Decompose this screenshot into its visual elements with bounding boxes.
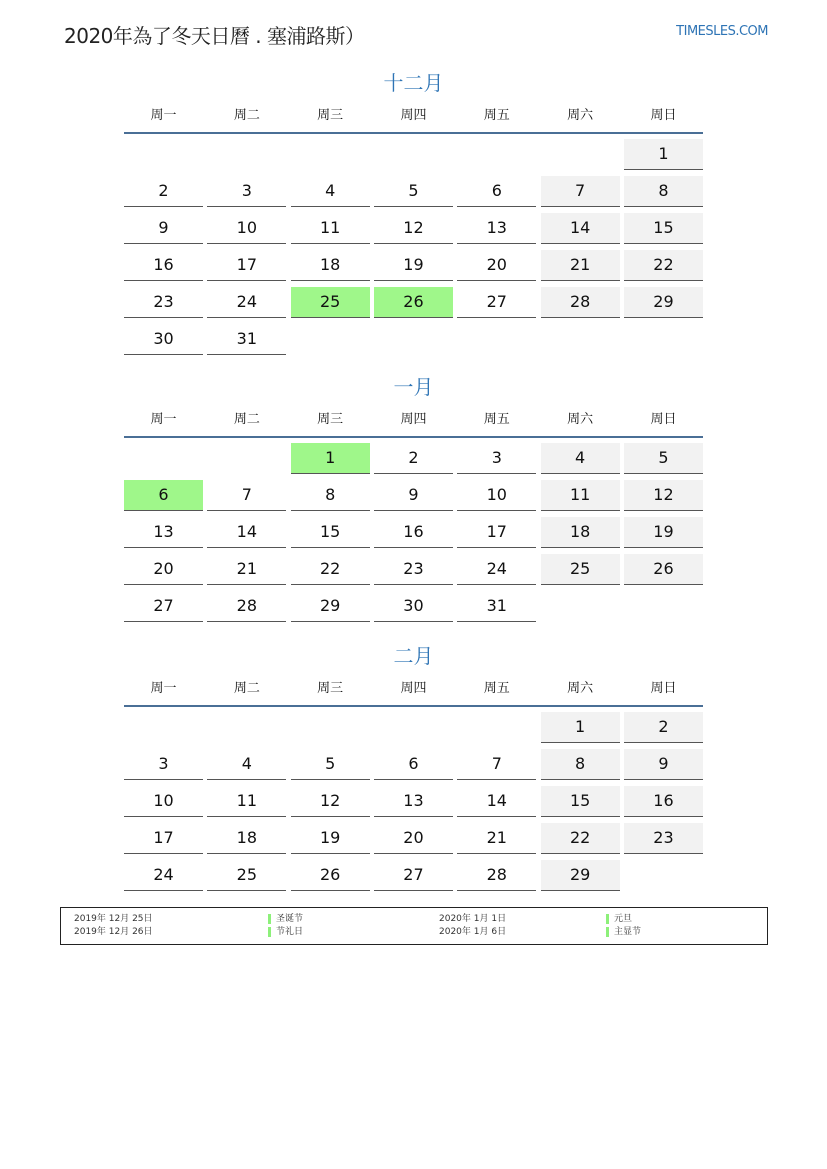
day-cell[interactable]: 20 <box>374 823 453 854</box>
day-cell[interactable]: 12 <box>624 480 703 511</box>
day-cell[interactable]: 22 <box>624 250 703 281</box>
weekday-label: 周一 <box>150 681 177 696</box>
day-cell[interactable]: 11 <box>291 213 370 244</box>
month-february <box>124 641 703 891</box>
day-cell[interactable]: 29 <box>291 591 370 622</box>
month-title: 十二月 <box>383 71 444 95</box>
day-cell[interactable]: 19 <box>374 250 453 281</box>
day-cell[interactable]: 9 <box>124 213 203 244</box>
day-cell[interactable]: 22 <box>541 823 620 854</box>
day-cell[interactable]: 14 <box>207 517 286 548</box>
day-cell[interactable]: 29 <box>541 860 620 891</box>
weekday-label: 周三 <box>317 108 344 123</box>
weekday-header <box>124 673 703 707</box>
empty-cell <box>624 860 703 890</box>
empty-cell <box>207 139 286 169</box>
weekday-label: 周日 <box>650 108 677 123</box>
day-cell[interactable]: 12 <box>291 786 370 817</box>
day-cell[interactable]: 21 <box>457 823 536 854</box>
day-cell[interactable]: 17 <box>124 823 203 854</box>
day-cell[interactable]: 5 <box>291 749 370 780</box>
weekday-label: 周一 <box>150 412 177 427</box>
day-cell[interactable]: 4 <box>291 176 370 207</box>
day-cell[interactable]: 10 <box>457 480 536 511</box>
day-cell[interactable]: 24 <box>457 554 536 585</box>
holiday-day-cell[interactable]: 25 <box>291 287 370 318</box>
day-cell[interactable]: 1 <box>624 139 703 170</box>
weekday-label: 周四 <box>400 681 427 696</box>
day-cell[interactable]: 13 <box>457 213 536 244</box>
day-cell[interactable]: 15 <box>291 517 370 548</box>
month-title: 一月 <box>393 375 434 399</box>
empty-cell <box>374 139 453 169</box>
empty-cell <box>291 139 370 169</box>
day-cell[interactable]: 3 <box>124 749 203 780</box>
empty-cell <box>124 139 203 169</box>
day-cell[interactable]: 2 <box>124 176 203 207</box>
day-cell[interactable]: 25 <box>541 554 620 585</box>
legend-holiday: 元旦 <box>606 913 632 925</box>
day-cell[interactable]: 24 <box>207 287 286 318</box>
weekday-label: 周三 <box>317 681 344 696</box>
day-cell[interactable]: 17 <box>207 250 286 281</box>
day-cell[interactable]: 18 <box>291 250 370 281</box>
empty-cell <box>291 712 370 742</box>
day-cell[interactable]: 6 <box>457 176 536 207</box>
holiday-legend <box>60 907 768 945</box>
day-cell[interactable]: 16 <box>124 250 203 281</box>
day-cell[interactable]: 4 <box>541 443 620 474</box>
day-cell[interactable]: 5 <box>624 443 703 474</box>
weekday-label: 周日 <box>650 412 677 427</box>
day-cell[interactable]: 9 <box>374 480 453 511</box>
legend-date: 2020年 1月 6日 <box>439 927 507 937</box>
day-cell[interactable]: 5 <box>374 176 453 207</box>
day-cell[interactable]: 30 <box>374 591 453 622</box>
weekday-label: 周二 <box>233 412 260 427</box>
holiday-marker <box>268 927 271 937</box>
weekday-label: 周四 <box>400 412 427 427</box>
day-cell[interactable]: 19 <box>291 823 370 854</box>
holiday-day-cell[interactable]: 6 <box>124 480 203 511</box>
day-cell[interactable]: 28 <box>541 287 620 318</box>
day-cell[interactable]: 8 <box>624 176 703 207</box>
day-cell[interactable]: 27 <box>374 860 453 891</box>
day-cell[interactable]: 24 <box>124 860 203 891</box>
weekday-label: 周三 <box>317 412 344 427</box>
day-cell[interactable]: 27 <box>457 287 536 318</box>
day-cell[interactable]: 17 <box>457 517 536 548</box>
day-cell[interactable]: 8 <box>291 480 370 511</box>
holiday-marker <box>606 927 609 937</box>
month-december <box>124 68 703 355</box>
day-cell[interactable]: 20 <box>457 250 536 281</box>
legend-date: 2020年 1月 1日 <box>439 914 507 924</box>
legend-date: 2019年 12月 25日 <box>74 914 153 924</box>
day-cell[interactable]: 28 <box>207 591 286 622</box>
day-cell[interactable]: 18 <box>541 517 620 548</box>
day-cell[interactable]: 14 <box>457 786 536 817</box>
day-cell[interactable]: 26 <box>291 860 370 891</box>
holiday-day-cell[interactable]: 1 <box>291 443 370 474</box>
empty-cell <box>541 324 620 354</box>
weekday-label: 周一 <box>150 108 177 123</box>
day-cell[interactable]: 3 <box>457 443 536 474</box>
day-cell[interactable]: 8 <box>541 749 620 780</box>
holiday-marker <box>268 914 271 924</box>
day-cell[interactable]: 13 <box>374 786 453 817</box>
weekday-label: 周六 <box>567 108 594 123</box>
day-cell[interactable]: 11 <box>207 786 286 817</box>
day-cell[interactable]: 2 <box>374 443 453 474</box>
holiday-marker <box>606 914 609 924</box>
empty-cell <box>457 324 536 354</box>
day-cell[interactable]: 23 <box>124 287 203 318</box>
day-cell[interactable]: 21 <box>541 250 620 281</box>
day-cell[interactable]: 14 <box>541 213 620 244</box>
day-cell[interactable]: 15 <box>541 786 620 817</box>
empty-cell <box>124 443 203 473</box>
day-cell[interactable]: 12 <box>374 213 453 244</box>
legend-holiday: 主显节 <box>606 926 641 938</box>
day-cell[interactable]: 7 <box>457 749 536 780</box>
day-cell[interactable]: 26 <box>624 554 703 585</box>
empty-cell <box>624 324 703 354</box>
empty-cell <box>541 139 620 169</box>
legend-holiday: 节礼日 <box>268 926 303 938</box>
empty-cell <box>457 712 536 742</box>
day-grid <box>124 139 703 355</box>
day-cell[interactable]: 1 <box>541 712 620 743</box>
empty-cell <box>541 591 620 621</box>
day-cell[interactable]: 28 <box>457 860 536 891</box>
day-cell[interactable]: 10 <box>207 213 286 244</box>
weekday-label: 周五 <box>483 412 510 427</box>
day-cell[interactable]: 7 <box>207 480 286 511</box>
day-cell[interactable]: 31 <box>207 324 286 355</box>
day-cell[interactable]: 13 <box>124 517 203 548</box>
day-cell[interactable]: 16 <box>374 517 453 548</box>
holiday-day-cell[interactable]: 26 <box>374 287 453 318</box>
day-cell[interactable]: 4 <box>207 749 286 780</box>
day-cell[interactable]: 6 <box>374 749 453 780</box>
day-cell[interactable]: 25 <box>207 860 286 891</box>
day-cell[interactable]: 20 <box>124 554 203 585</box>
day-cell[interactable]: 30 <box>124 324 203 355</box>
legend-row <box>61 926 767 938</box>
day-cell[interactable]: 11 <box>541 480 620 511</box>
day-cell[interactable]: 22 <box>291 554 370 585</box>
day-cell[interactable]: 9 <box>624 749 703 780</box>
site-link[interactable]: TIMESLES.COM <box>676 24 768 39</box>
day-cell[interactable]: 21 <box>207 554 286 585</box>
day-cell[interactable]: 23 <box>624 823 703 854</box>
day-cell[interactable]: 15 <box>624 213 703 244</box>
empty-cell <box>374 712 453 742</box>
empty-cell <box>207 443 286 473</box>
weekday-label: 周六 <box>567 412 594 427</box>
legend-row <box>61 913 767 925</box>
day-cell[interactable]: 18 <box>207 823 286 854</box>
day-cell[interactable]: 2 <box>624 712 703 743</box>
empty-cell <box>207 712 286 742</box>
month-title: 二月 <box>393 644 434 668</box>
day-cell[interactable]: 27 <box>124 591 203 622</box>
weekday-label: 周二 <box>233 681 260 696</box>
day-grid <box>124 712 703 891</box>
day-cell[interactable]: 16 <box>624 786 703 817</box>
day-cell[interactable]: 10 <box>124 786 203 817</box>
day-grid <box>124 443 703 622</box>
day-cell[interactable]: 7 <box>541 176 620 207</box>
weekday-label: 周日 <box>650 681 677 696</box>
weekday-header <box>124 404 703 438</box>
weekday-label: 周五 <box>483 108 510 123</box>
day-cell[interactable]: 19 <box>624 517 703 548</box>
empty-cell <box>374 324 453 354</box>
weekday-label: 周二 <box>233 108 260 123</box>
page-title: 2020年為了冬天日曆 . 塞浦路斯） <box>64 24 365 48</box>
legend-date: 2019年 12月 26日 <box>74 927 153 937</box>
empty-cell <box>624 591 703 621</box>
empty-cell <box>457 139 536 169</box>
day-cell[interactable]: 23 <box>374 554 453 585</box>
weekday-label: 周四 <box>400 108 427 123</box>
day-cell[interactable]: 31 <box>457 591 536 622</box>
legend-holiday: 圣诞节 <box>268 913 303 925</box>
weekday-header <box>124 100 703 134</box>
empty-cell <box>124 712 203 742</box>
day-cell[interactable]: 29 <box>624 287 703 318</box>
month-january <box>124 372 703 622</box>
weekday-label: 周五 <box>483 681 510 696</box>
empty-cell <box>291 324 370 354</box>
day-cell[interactable]: 3 <box>207 176 286 207</box>
weekday-label: 周六 <box>567 681 594 696</box>
